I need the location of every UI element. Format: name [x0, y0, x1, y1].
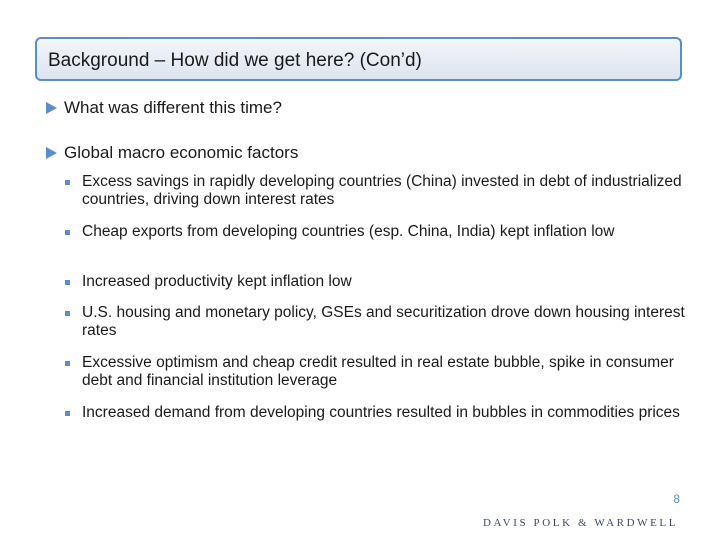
- bullet-l2-text: Excess savings in rapidly developing countries (China) invested in debt of industrialized countries, driving down interest rates: [82, 173, 682, 208]
- square-bullet-icon: [65, 361, 70, 366]
- bullet-l2-text: Cheap exports from developing countries (esp. China, India) kept inflation low: [82, 223, 615, 240]
- page-number: 8: [673, 492, 680, 506]
- bullet-l2-text: Increased demand from developing countries resulted in bubbles in commodities prices: [82, 404, 680, 421]
- slide-title: Background – How did we get here? (Con’d): [48, 50, 422, 71]
- bullet-l1-text: What was different this time?: [64, 98, 282, 117]
- square-bullet-icon: [65, 311, 70, 316]
- square-bullet-icon: [65, 411, 70, 416]
- bullet-l2-text: Excessive optimism and cheap credit resulted in real estate bubble, spike in consumer debt and financial institution leverage: [82, 354, 674, 389]
- square-bullet-icon: [65, 180, 70, 185]
- firm-logo: DAVIS POLK & WARDWELL: [483, 517, 679, 529]
- square-bullet-icon: [65, 280, 70, 285]
- triangle-bullet-icon: [46, 147, 57, 159]
- bullet-l2-cheap-exports: [65, 223, 685, 241]
- bullet-l2-productivity: [65, 273, 685, 291]
- bullet-l2-text: U.S. housing and monetary policy, GSEs and securitization drove down housing interest rates: [82, 304, 685, 339]
- bullet-l1-macro: [46, 143, 298, 163]
- square-bullet-icon: [65, 230, 70, 235]
- bullet-l2-text: Increased productivity kept inflation low: [82, 273, 352, 290]
- title-box: [35, 37, 682, 81]
- triangle-bullet-icon: [46, 102, 57, 114]
- bullet-l2-optimism: [65, 354, 685, 390]
- bullet-l1-different: [46, 98, 282, 118]
- bullet-l1-text: Global macro economic factors: [64, 143, 299, 162]
- bullet-l2-housing-policy: [65, 304, 685, 340]
- bullet-l2-commodities: [65, 404, 685, 422]
- bullet-l2-excess-savings: [65, 173, 685, 209]
